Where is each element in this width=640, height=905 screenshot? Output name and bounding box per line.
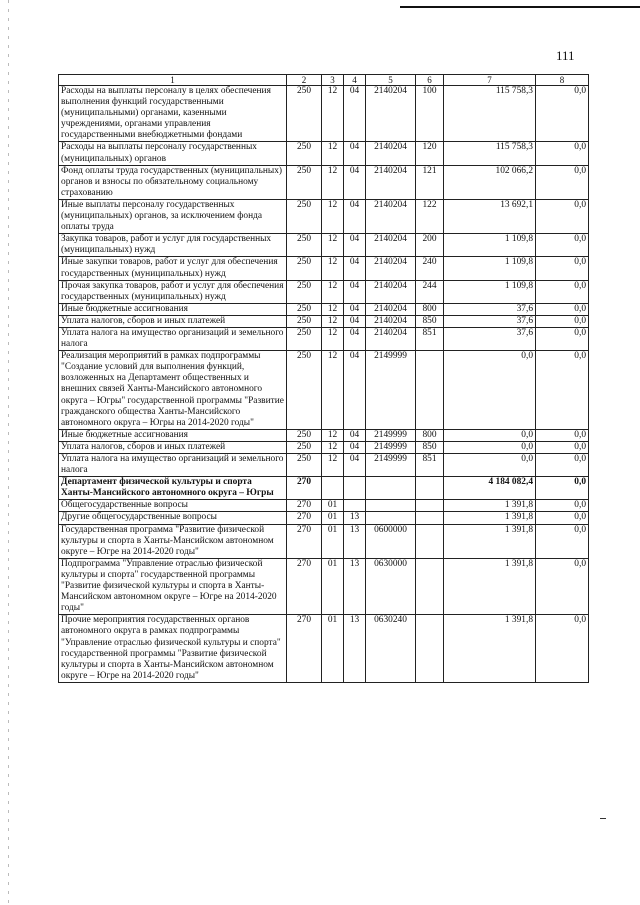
subsection-code-cell: 04 <box>344 199 366 233</box>
subsection-code-cell: 04 <box>344 315 366 327</box>
section-code-cell: 12 <box>322 351 344 430</box>
section-code-cell: 12 <box>322 142 344 165</box>
subsection-code-cell <box>344 477 366 500</box>
ministry-code-cell: 270 <box>287 512 322 524</box>
subsection-code-cell: 04 <box>344 86 366 142</box>
section-code-cell: 12 <box>322 327 344 350</box>
amount-cell: 115 758,3 <box>444 142 536 165</box>
column-header-3: 3 <box>322 75 344 86</box>
subvention-amount-cell: 0,0 <box>536 303 589 315</box>
ministry-code-cell: 270 <box>287 615 322 683</box>
table-row <box>59 86 589 142</box>
section-code-cell: 12 <box>322 86 344 142</box>
row-name-cell: Иные бюджетные ассигнования <box>59 303 287 315</box>
ministry-code-cell: 270 <box>287 558 322 614</box>
column-header-4: 4 <box>344 75 366 86</box>
amount-cell: 1 391,8 <box>444 524 536 558</box>
ministry-code-cell: 250 <box>287 142 322 165</box>
table-row <box>59 429 589 441</box>
table-row <box>59 327 589 350</box>
target-article-cell: 0630000 <box>366 558 416 614</box>
table-body <box>59 86 589 683</box>
amount-cell: 102 066,2 <box>444 165 536 199</box>
expense-type-cell: 800 <box>416 303 444 315</box>
expense-type-cell: 851 <box>416 454 444 477</box>
expense-type-cell: 240 <box>416 257 444 280</box>
amount-cell: 13 692,1 <box>444 199 536 233</box>
amount-cell: 1 391,8 <box>444 500 536 512</box>
subsection-code-cell: 13 <box>344 558 366 614</box>
ministry-code-cell: 250 <box>287 351 322 430</box>
expense-type-cell: 800 <box>416 429 444 441</box>
section-code-cell: 12 <box>322 454 344 477</box>
target-article-cell: 2140204 <box>366 315 416 327</box>
row-name-cell: Другие общегосударственные вопросы <box>59 512 287 524</box>
binding-margin <box>8 0 9 905</box>
subvention-amount-cell: 0,0 <box>536 199 589 233</box>
amount-cell: 1 109,8 <box>444 234 536 257</box>
table-row <box>59 165 589 199</box>
target-article-cell <box>366 477 416 500</box>
target-article-cell <box>366 500 416 512</box>
target-article-cell: 2140204 <box>366 234 416 257</box>
ministry-code-cell: 250 <box>287 303 322 315</box>
section-code-cell: 12 <box>322 315 344 327</box>
row-name-cell: Закупка товаров, работ и услуг для государственных (муниципальных) нужд <box>59 234 287 257</box>
expense-type-cell: 850 <box>416 315 444 327</box>
subsection-code-cell: 13 <box>344 524 366 558</box>
target-article-cell: 2140204 <box>366 280 416 303</box>
subsection-code-cell: 04 <box>344 280 366 303</box>
target-article-cell: 2149999 <box>366 351 416 430</box>
section-code-cell: 01 <box>322 512 344 524</box>
ministry-code-cell: 250 <box>287 441 322 453</box>
row-name-cell: Реализация мероприятий в рамках подпрограммы "Создание условий для выполнения функций, возложенных на Департамент общественных и внешних связей Ханты-Мансийского автономного округа – Югры" государственной программы "Развитие гражданского общества Ханты-Мансийского автономного округа – Югры на 2014-2020 годы" <box>59 351 287 430</box>
expense-type-cell: 121 <box>416 165 444 199</box>
amount-cell: 0,0 <box>444 454 536 477</box>
amount-cell: 1 109,8 <box>444 280 536 303</box>
expense-type-cell: 850 <box>416 441 444 453</box>
column-header-5: 5 <box>366 75 416 86</box>
table-row <box>59 315 589 327</box>
subsection-code-cell: 04 <box>344 303 366 315</box>
subvention-amount-cell: 0,0 <box>536 524 589 558</box>
column-header-2: 2 <box>287 75 322 86</box>
subsection-code-cell: 04 <box>344 454 366 477</box>
row-name-cell: Иные закупки товаров, работ и услуг для обеспечения государственных (муниципальных) нужд <box>59 257 287 280</box>
expense-type-cell: 122 <box>416 199 444 233</box>
section-code-cell: 12 <box>322 441 344 453</box>
column-header-6: 6 <box>416 75 444 86</box>
column-header-1: 1 <box>59 75 287 86</box>
subvention-amount-cell: 0,0 <box>536 327 589 350</box>
subvention-amount-cell: 0,0 <box>536 429 589 441</box>
expense-type-cell <box>416 524 444 558</box>
ministry-code-cell: 270 <box>287 500 322 512</box>
amount-cell: 0,0 <box>444 441 536 453</box>
subvention-amount-cell: 0,0 <box>536 615 589 683</box>
row-name-cell: Иные бюджетные ассигнования <box>59 429 287 441</box>
page-number: 111 <box>556 48 575 63</box>
row-name-cell: Уплата налогов, сборов и иных платежей <box>59 315 287 327</box>
row-name-cell: Государственная программа "Развитие физической культуры и спорта в Ханты-Мансийском автономном округе – Югре на 2014-2020 годы" <box>59 524 287 558</box>
table-row <box>59 280 589 303</box>
ministry-code-cell: 250 <box>287 257 322 280</box>
target-article-cell: 2149999 <box>366 441 416 453</box>
budget-table <box>58 74 589 683</box>
section-code-cell: 12 <box>322 257 344 280</box>
expense-type-cell <box>416 500 444 512</box>
subvention-amount-cell: 0,0 <box>536 315 589 327</box>
ministry-code-cell: 250 <box>287 454 322 477</box>
table-row <box>59 234 589 257</box>
table-row <box>59 477 589 500</box>
margin-mark <box>600 818 606 819</box>
row-name-cell: Фонд оплаты труда государственных (муниципальных) органов и взносы по обязательному социальному страхованию <box>59 165 287 199</box>
subvention-amount-cell: 0,0 <box>536 280 589 303</box>
expense-type-cell: 200 <box>416 234 444 257</box>
section-code-cell: 12 <box>322 429 344 441</box>
target-article-cell: 2140204 <box>366 199 416 233</box>
subvention-amount-cell: 0,0 <box>536 86 589 142</box>
amount-cell: 37,6 <box>444 303 536 315</box>
subsection-code-cell: 04 <box>344 234 366 257</box>
expense-type-cell <box>416 615 444 683</box>
target-article-cell: 2149999 <box>366 454 416 477</box>
section-code-cell: 01 <box>322 558 344 614</box>
ministry-code-cell: 270 <box>287 524 322 558</box>
target-article-cell <box>366 512 416 524</box>
target-article-cell: 2140204 <box>366 86 416 142</box>
target-article-cell: 0630240 <box>366 615 416 683</box>
subsection-code-cell <box>344 500 366 512</box>
table-row <box>59 351 589 430</box>
subvention-amount-cell: 0,0 <box>536 257 589 280</box>
row-name-cell: Департамент физической культуры и спорта Ханты-Мансийского автономного округа – Югры <box>59 477 287 500</box>
row-name-cell: Иные выплаты персоналу государственных (муниципальных) органов, за исключением фонда оплаты труда <box>59 199 287 233</box>
table-row <box>59 524 589 558</box>
amount-cell: 0,0 <box>444 351 536 430</box>
ministry-code-cell: 270 <box>287 477 322 500</box>
subsection-code-cell: 04 <box>344 165 366 199</box>
subsection-code-cell: 13 <box>344 512 366 524</box>
row-name-cell: Расходы на выплаты персоналу государственных (муниципальных) органов <box>59 142 287 165</box>
row-name-cell: Уплата налогов, сборов и иных платежей <box>59 441 287 453</box>
expense-type-cell <box>416 558 444 614</box>
table-header-row <box>59 75 589 86</box>
target-article-cell: 2149999 <box>366 429 416 441</box>
target-article-cell: 2140204 <box>366 165 416 199</box>
row-name-cell: Прочие мероприятия государственных органов автономного округа в рамках подпрограммы "Управление отраслью физической культуры и спорта" государственной программы "Развитие физической культуры и спорта в Ханты-Мансийском автономном округе – Югре на 2014-2020 годы" <box>59 615 287 683</box>
subsection-code-cell: 04 <box>344 257 366 280</box>
ministry-code-cell: 250 <box>287 327 322 350</box>
section-code-cell: 12 <box>322 280 344 303</box>
target-article-cell: 2140204 <box>366 257 416 280</box>
subsection-code-cell: 04 <box>344 351 366 430</box>
section-code-cell: 12 <box>322 165 344 199</box>
row-name-cell: Расходы на выплаты персоналу в целях обеспечения выполнения функций государственными (муниципальными) органами, казенными учреждениями, органами управления государственными внебюджетными фондами <box>59 86 287 142</box>
target-article-cell: 2140204 <box>366 142 416 165</box>
row-name-cell: Подпрограмма "Управление отраслью физической культуры и спорта" государственной программы "Развитие физической культуры и спорта в Ханты-Мансийском автономном округе – Югре на 2014-2020 годы" <box>59 558 287 614</box>
table-row <box>59 257 589 280</box>
expense-type-cell: 851 <box>416 327 444 350</box>
top-rule <box>400 6 640 8</box>
expense-type-cell <box>416 512 444 524</box>
amount-cell: 115 758,3 <box>444 86 536 142</box>
ministry-code-cell: 250 <box>287 280 322 303</box>
amount-cell: 1 391,8 <box>444 558 536 614</box>
column-header-7: 7 <box>444 75 536 86</box>
table-row <box>59 512 589 524</box>
subvention-amount-cell: 0,0 <box>536 351 589 430</box>
amount-cell: 1 109,8 <box>444 257 536 280</box>
subvention-amount-cell: 0,0 <box>536 477 589 500</box>
subvention-amount-cell: 0,0 <box>536 142 589 165</box>
amount-cell: 37,6 <box>444 327 536 350</box>
subvention-amount-cell: 0,0 <box>536 441 589 453</box>
section-code-cell: 01 <box>322 524 344 558</box>
subsection-code-cell: 04 <box>344 327 366 350</box>
section-code-cell <box>322 477 344 500</box>
table-row <box>59 142 589 165</box>
table-row <box>59 441 589 453</box>
amount-cell: 1 391,8 <box>444 512 536 524</box>
subvention-amount-cell: 0,0 <box>536 454 589 477</box>
ministry-code-cell: 250 <box>287 234 322 257</box>
expense-type-cell: 244 <box>416 280 444 303</box>
subsection-code-cell: 04 <box>344 142 366 165</box>
subsection-code-cell: 13 <box>344 615 366 683</box>
column-header-8: 8 <box>536 75 589 86</box>
subvention-amount-cell: 0,0 <box>536 234 589 257</box>
row-name-cell: Уплата налога на имущество организаций и земельного налога <box>59 454 287 477</box>
row-name-cell: Общегосударственные вопросы <box>59 500 287 512</box>
table-row <box>59 500 589 512</box>
subvention-amount-cell: 0,0 <box>536 165 589 199</box>
amount-cell: 1 391,8 <box>444 615 536 683</box>
ministry-code-cell: 250 <box>287 165 322 199</box>
table-row <box>59 454 589 477</box>
amount-cell: 37,6 <box>444 315 536 327</box>
subsection-code-cell: 04 <box>344 429 366 441</box>
amount-cell: 0,0 <box>444 429 536 441</box>
expense-type-cell: 120 <box>416 142 444 165</box>
table-row <box>59 615 589 683</box>
row-name-cell: Уплата налога на имущество организаций и земельного налога <box>59 327 287 350</box>
target-article-cell: 2140204 <box>366 327 416 350</box>
section-code-cell: 12 <box>322 303 344 315</box>
section-code-cell: 01 <box>322 615 344 683</box>
section-code-cell: 01 <box>322 500 344 512</box>
expense-type-cell <box>416 477 444 500</box>
table-row <box>59 558 589 614</box>
ministry-code-cell: 250 <box>287 199 322 233</box>
expense-type-cell <box>416 351 444 430</box>
subvention-amount-cell: 0,0 <box>536 558 589 614</box>
target-article-cell: 2140204 <box>366 303 416 315</box>
ministry-code-cell: 250 <box>287 429 322 441</box>
ministry-code-cell: 250 <box>287 86 322 142</box>
amount-cell: 4 184 082,4 <box>444 477 536 500</box>
subvention-amount-cell: 0,0 <box>536 512 589 524</box>
table-row <box>59 199 589 233</box>
subsection-code-cell: 04 <box>344 441 366 453</box>
expense-type-cell: 100 <box>416 86 444 142</box>
row-name-cell: Прочая закупка товаров, работ и услуг для обеспечения государственных (муниципальных) нужд <box>59 280 287 303</box>
subvention-amount-cell: 0,0 <box>536 500 589 512</box>
ministry-code-cell: 250 <box>287 315 322 327</box>
target-article-cell: 0600000 <box>366 524 416 558</box>
section-code-cell: 12 <box>322 199 344 233</box>
section-code-cell: 12 <box>322 234 344 257</box>
table-row <box>59 303 589 315</box>
